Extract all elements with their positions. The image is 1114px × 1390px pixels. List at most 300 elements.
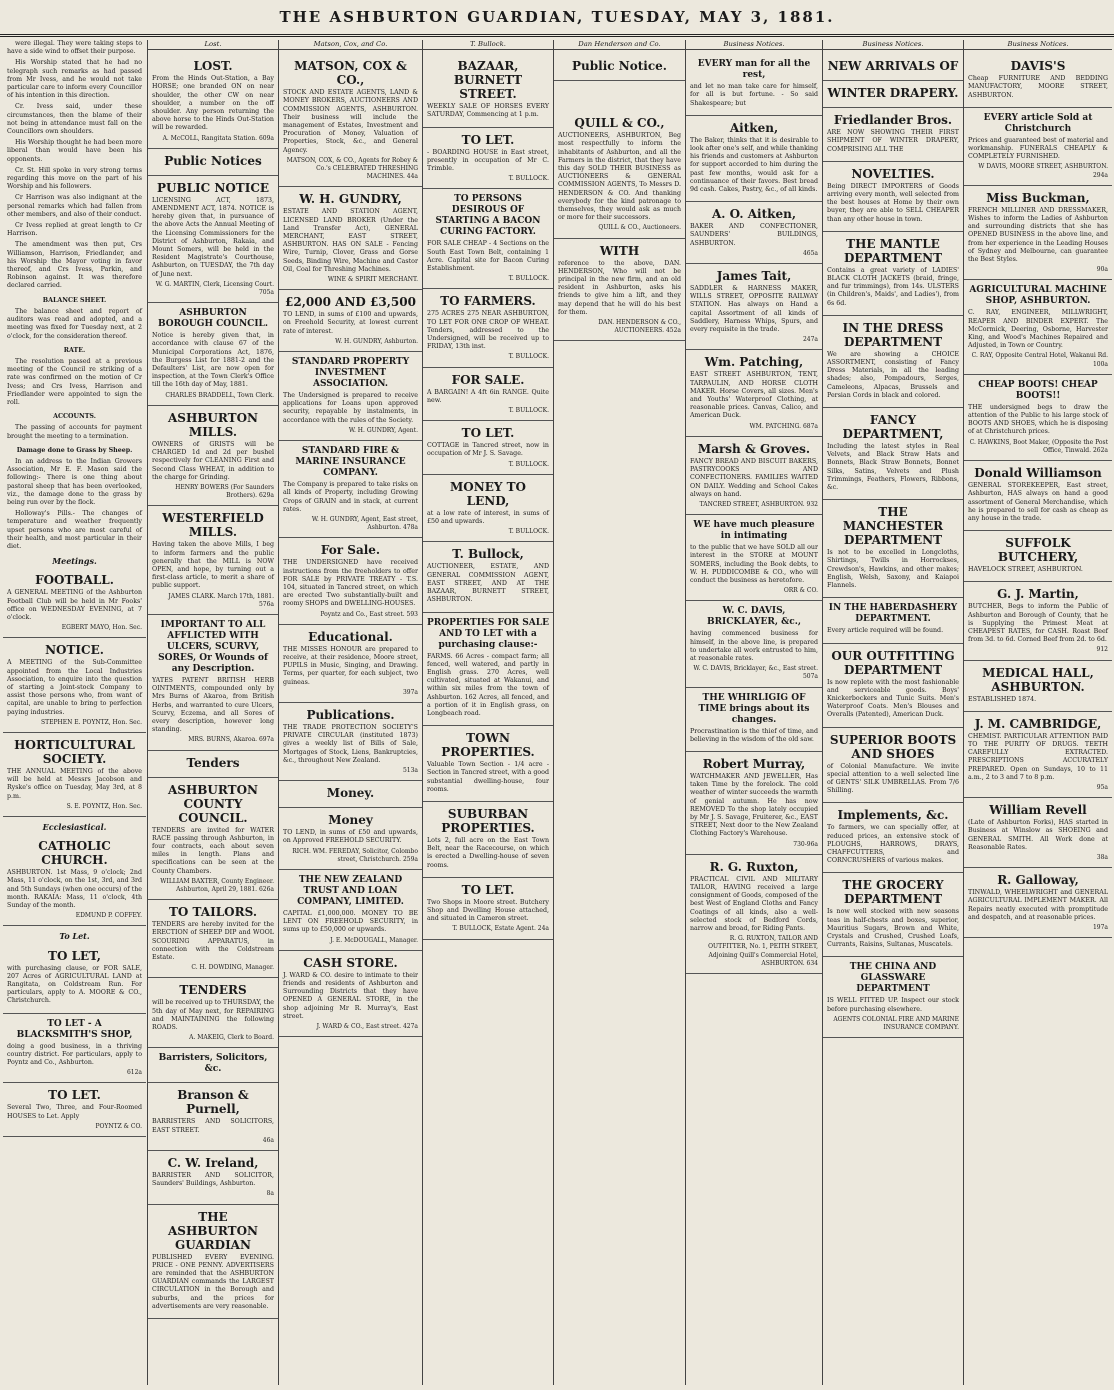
ad-signature: R. G. RUXTON, TAILOR AND OUTFITTER, No. 1, PEITH STREET, Adjoining Quill's Commercial Hotel, ASHBURTON. 634 <box>708 935 818 967</box>
ad-heading: IN THE HABERDASHERY DEPARTMENT. <box>828 603 958 625</box>
column-5 <box>553 40 685 1385</box>
ad-heading: CASH STORE. <box>303 955 398 970</box>
ad-body: Notice is hereby given that, in accordance with clause 67 of the Municipal Corporations Act, 1876, the Burgess List for 1881-2 and the Defaulters' List, are now open for inspection, at the Town Clerk's Office till the 16th day of May, 1881. <box>152 332 274 389</box>
ad-signature: W. G. MARTIN, Clerk, Licensing Court. 705a <box>155 280 274 297</box>
advertisement <box>686 601 822 687</box>
ad-body: Procrastination is the thief of time, and believing in the wisdom of the old saw. <box>690 727 818 743</box>
ad-heading: J. M. CAMBRIDGE, <box>974 716 1102 731</box>
ad-signature: AGENTS COLONIAL FIRE AND MARINE INSURANCE COMPANY. <box>833 1015 959 1031</box>
ad-signature: 90a <box>1096 266 1108 274</box>
ad-heading: Educational. <box>308 629 393 644</box>
ad-heading: W. H. GUNDRY, <box>299 192 402 207</box>
advertisement <box>964 868 1112 938</box>
ad-body: Cheap FURNITURE AND BEDDING MANUFACTORY, MOORE STREET, ASHBURTON. <box>968 75 1108 99</box>
column-3-content <box>279 40 422 1037</box>
advertisement <box>823 873 963 957</box>
advertisement <box>686 515 822 601</box>
ad-body: C. RAY, ENGINEER, MILLWRIGHT, REAPER AND BINDER EXPERT. The McCormick, Deering, Osborne, Harvester King, and Wood's Machines Repaired and Adjusted, in Town or Country. <box>968 309 1108 350</box>
ad-signature: T. BULLOCK. <box>508 407 549 415</box>
ad-heading: Donald Williamson <box>974 466 1102 481</box>
article-paragraph: Cr. Ivess said, under these circumstances, then the blame of their not being in attendance must fall on the Councillors own shoulders. <box>7 103 142 136</box>
ad-heading: TO TAILORS. <box>168 905 258 920</box>
ad-heading: FOOTBALL. <box>35 573 114 588</box>
spacer-block <box>554 81 685 111</box>
ad-heading: Branson & Purnell, <box>177 1088 249 1117</box>
advertisement <box>964 531 1112 582</box>
advertisement <box>148 149 278 176</box>
ad-body: with purchasing clause, or FOR SALE, 207 Acres of AGRICULTURAL LAND at Rangitata, on Coldstream Run. For particulars, apply to A. MOORE & CO., Christchurch. <box>7 964 142 1005</box>
ad-body: WATCHMAKER AND JEWELLER, Has taken Time by the forelock. The cold weather of winter succeeds the warmth of genial autumn. He has now REMOVED To the shop lately occupied by Mr J. S. Savage, Fruiterer, &c., EAST STREET, Next door to the New Zealand Clothing Factory's Warehouse. <box>690 772 818 838</box>
ad-body: The Undersigned is prepared to receive applications for Loans upon approved security, repayable by instalments, in accordance with the rules of the Society. <box>283 392 418 424</box>
column-2 <box>147 40 278 1385</box>
ad-heading: SUBURBAN PROPERTIES. <box>441 806 535 835</box>
ad-heading: BAZAAR, BURNETT STREET. <box>453 59 523 102</box>
advertisement <box>964 712 1112 798</box>
column-7-content <box>823 40 963 1038</box>
ad-signature: JAMES CLARK. March 17th, 1881. 576a <box>168 592 274 608</box>
ad-body: Is not to be excelled in Longcloths, Shirtings, Twills in Horrockses, Crewdson's, Hawkins, and other makes; English, Welsh, Saxony, and Kaiapoi Flannels. <box>827 549 959 590</box>
advertisement <box>686 116 822 202</box>
ad-heading: Aitken, <box>729 120 779 135</box>
advertisement <box>148 406 278 506</box>
advertisement <box>686 202 822 264</box>
ad-heading: THE GROCERY DEPARTMENT <box>842 878 944 907</box>
ad-signature: MRS. BURNS, Akaroa. 697a <box>188 736 274 744</box>
ad-heading: SUFFOLK BUTCHERY, <box>997 536 1079 565</box>
ad-heading: ASHBURTON COUNTY COUNCIL. <box>167 782 259 825</box>
ad-signature: 46a <box>262 1136 274 1144</box>
article-paragraph: His Worship thought he had been more liberal than would have been his opponents. <box>7 139 142 163</box>
article-paragraph: His Worship stated that he had no telegraph such remarks as had passed from Mr Ivess, and he would not take particular care to inform every Councillor of his intention in this direction. <box>7 59 142 100</box>
advertisement <box>3 638 146 733</box>
ad-body: SADDLER & HARNESS MAKER, WILLS STREET, OPPOSITE RAILWAY STATION. Has always on Hand a capital Assortment of all kinds of Saddlery, Harness Whips, Spurs, and every requisite in the trade. <box>690 285 818 334</box>
column-3 <box>278 40 422 1385</box>
ad-heading: THE MANCHESTER DEPARTMENT <box>842 505 944 548</box>
ad-body: FANCY BREAD AND BISCUIT BAKERS, PASTRYCOOKS AND CONFECTIONERS. FAMILIES WAITED ON DAILY. Wedding and School Cakes always on hand. <box>690 457 818 498</box>
ad-heading: QUILL & CO., <box>574 116 665 131</box>
advertisement <box>148 978 278 1048</box>
advertisement <box>686 350 822 436</box>
ad-signature: Poyntz and Co., East street. 593 <box>320 610 418 618</box>
advertisement <box>279 352 422 441</box>
advertisement <box>423 613 553 727</box>
ad-body: LICENSING ACT, 1873, AMENDMENT ACT, 1874. NOTICE is hereby given that, in pursuance of the above Acts the Annual Meeting of the Licensing Commissioners for the District of Ashburton, Rakaia, and Mount Somers, will be held in the Resident Magistrate's Courthouse, Ashburton, on TUESDAY, the 7th day of June next. <box>152 196 274 278</box>
advertisement <box>686 752 822 855</box>
article-paragraph: The resolution passed at a previous meeting of the Council re striking of a rate was confirmed on the motion of Cr Ivess; and Crs Ivess, Harrison and Friedlander were appointed to sign the roll. <box>7 357 142 406</box>
advertisement <box>823 108 963 162</box>
ad-heading: NOTICE. <box>45 643 104 658</box>
column-8-content <box>964 40 1112 938</box>
advertisement <box>823 316 963 408</box>
article-paragraph: The passing of accounts for payment brought the meeting to a termination. <box>7 424 142 440</box>
ad-signature: T. BULLOCK. <box>508 175 549 183</box>
ad-heading: THE MANTLE DEPARTMENT <box>843 236 943 265</box>
advertisement <box>964 375 1112 461</box>
article-paragraph: were illegal. They were taking steps to have a side wind to offset their purpose. <box>7 40 142 56</box>
column-6-content <box>686 40 822 974</box>
ad-body: FRENCH MILLINER AND DRESSMAKER, Wishes to inform the Ladies of Ashburton and surrounding districts that she has OPENED BUSINESS in the above line, and from her experience in the Leading Houses of Sydney and Melbourne, can guarantee the Best Styles. <box>968 206 1108 264</box>
ad-heading: CHEAP BOOTS! CHEAP BOOTS!! <box>978 379 1098 401</box>
ad-signature: T. BULLOCK. <box>508 353 549 361</box>
article-paragraph: In an address to the Indian Growers Association, Mr E. F. Mason said the following:- There is one thing about pastoral sheep that has been overlooked, viz., the damage done to the grass by being run over by the flock. <box>7 457 142 506</box>
ad-heading: T. Bullock, <box>452 547 524 562</box>
ad-body: reference to the above, DAN. HENDERSON, Who will not be principal in the new firm, and an old resident in Ashburton, asks his friends to give him a lift, and they may depend that he will do his best for them. <box>558 259 681 316</box>
advertisement <box>148 778 278 901</box>
ad-heading: TO LET. <box>461 132 515 147</box>
column-2-content <box>148 40 278 1319</box>
advertisement <box>148 900 278 978</box>
ad-heading: WE have much pleasure in intimating <box>693 520 815 542</box>
ad-heading: A. O. Aitken, <box>711 207 797 222</box>
ad-heading: NEW ARRIVALS OF <box>827 59 959 74</box>
ad-heading: W. C. DAVIS, BRICKLAYER, &c., <box>706 606 802 628</box>
advertisement <box>686 54 822 116</box>
ad-signature: S. E. POYNTZ, Hon. Sec. <box>66 802 142 810</box>
ad-body: Having taken the above Mills, I beg to inform farmers and the public generally that the MILL is NOW OPEN, and hope, by turning out a first-class article, to merit a share of public support. <box>152 541 274 590</box>
ad-signature: WILLIAM BAXTER, County Engineer. Ashburton, April 29, 1881. 626a <box>160 877 274 893</box>
ad-body: Several Two, Three, and Four-Roomed HOUSES to Let. Apply <box>7 1104 142 1120</box>
advertisement <box>423 368 553 422</box>
ad-heading: SUPERIOR BOOTS AND SHOES <box>829 732 957 761</box>
advertisement <box>3 834 146 926</box>
ad-heading: For Sale. <box>320 543 381 558</box>
ad-body: FARMS. 66 Acres - compact farm; all fenced, well watered, and partly in English grass. 270 Acres, well cultivated, situated at Wakanui, and within six miles from the town of Ashburton. 162 Acres, all fenced, and a portion of it in English grass, on Longbeach road. <box>427 652 549 717</box>
advertisement <box>964 461 1112 531</box>
ad-body: Is now replete with the most fashionable and serviceable goods. Boys' Knickerbockers and Tunic Suits. Men's Waterproof Coats. Men's Blouses and Overalls (Patented), American Duck. <box>827 678 959 719</box>
ad-signature: QUILL & CO., Auctioneers. <box>598 224 681 232</box>
column-4 <box>422 40 553 1385</box>
ad-heading: AGRICULTURAL MACHINE SHOP, ASHBURTON. <box>969 285 1107 307</box>
ad-body: WEEKLY SALE OF HORSES EVERY SATURDAY, Commencing at 1 p.m. <box>427 103 549 119</box>
ad-heading: EVERY article Sold at Christchurch <box>983 112 1093 134</box>
ad-heading: LOST. <box>193 59 233 74</box>
ad-heading: NOVELTIES. <box>851 166 935 181</box>
ad-body: PRACTICAL CIVIL AND MILITARY TAILOR, HAVING received a large consignment of Goods, composed of the best West of England Cloths and Fancy Coatings of all kinds, also a well-selected stock of Bedford Cords, narrow and broad, for Riding Pants. <box>690 875 818 932</box>
ad-body: at a low rate of interest, in sums of £50 and upwards. <box>427 509 549 526</box>
advertisement <box>823 232 963 316</box>
ad-signature: J. E. McDOUGALL, Manager. <box>330 936 418 944</box>
ad-heading: £2,000 AND £3,500 <box>285 295 416 310</box>
ad-body: BAKER AND CONFECTIONER, SAUNDERS' BUILDINGS, ASHBURTON. <box>690 223 818 247</box>
advertisement <box>423 542 553 612</box>
ad-heading: TO LET. <box>461 882 515 897</box>
ad-heading: THE WHIRLIGIG OF TIME brings about its changes. <box>698 692 810 725</box>
advertisement <box>964 280 1112 374</box>
ad-heading: TO LET - A BLACKSMITH'S SHOP, <box>16 1018 133 1040</box>
ad-body: The Baker, thinks that it is desirable to look after one's self, and while thanking his friends and customers at Ashburton for support accorded to him during the past few months, would ask for a continuance of their favors. Best bread 9d cash. Cakes, Pastry, &c., of all kinds. <box>690 136 818 194</box>
advertisement <box>554 111 685 238</box>
ad-signature: T. BULLOCK. <box>508 528 549 536</box>
ad-body: Prices and guaranteed best of material and workmanship. FUNERALS CHEAPLY & COMPLETELY FURNISHED. <box>968 136 1108 161</box>
ad-signature: W. C. DAVIS, Bricklayer, &c., East street. 507a <box>693 665 818 681</box>
ad-body: To farmers, we can specially offer, at reduced prices, an extensive stock of PLOUGHS, HARROWS, DRAYS, CHAFFCUTTERS, and CORNCRUSHERS of various makes. <box>827 824 959 865</box>
ad-heading: PROPERTIES FOR SALE AND TO LET with a purchasing clause:- <box>427 617 549 650</box>
ad-body: and let no man take care for himself, for all is but fortune. - So said Shakespeare; but <box>690 83 818 107</box>
ad-heading: G. J. Martin, <box>997 587 1079 602</box>
advertisement <box>964 108 1112 186</box>
advertisement <box>823 728 963 804</box>
advertisement <box>823 644 963 728</box>
advertisement <box>148 54 278 149</box>
ad-heading: FANCY DEPARTMENT, <box>842 413 944 442</box>
ad-body: EAST STREET ASHBURTON, TENT, TARPAULIN, AND HORSE CLOTH MAKER. Horse Covers, all sizes. Men's and Youths' Waterproof Clothing, at reasonable prices. Canvas, Calico, and American Duck. <box>690 371 818 420</box>
advertisement <box>423 878 553 940</box>
ad-signature: J. WARD & CO., East street. 427a <box>316 1023 418 1031</box>
ad-body: IS WELL FITTED UP. Inspect our stock before purchasing elsewhere. <box>827 997 959 1013</box>
ad-signature: EDMUND P. COFFEY. <box>75 912 142 920</box>
advertisement <box>686 855 822 974</box>
ad-signature: 38a <box>1096 853 1108 861</box>
article-paragraph: Cr. St. Hill spoke in very strong terms regarding this move on the part of his Worship and his followers. <box>7 166 142 191</box>
ad-heading: PUBLIC NOTICE <box>156 180 270 195</box>
ad-heading: William Revell <box>989 803 1087 818</box>
ad-signature: 513a <box>402 766 418 774</box>
ad-heading: TOWN PROPERTIES. <box>441 731 535 760</box>
ad-heading: FOR SALE. <box>451 372 525 387</box>
column-header: Business Notices. <box>964 40 1112 50</box>
article-paragraph: Holloway's Pills.- The changes of temperature and weather frequently upset persons who are most careful of their health, and most particular in their diet. <box>7 510 142 550</box>
article-paragraph: The balance sheet and report of auditors was read and adopted, and a meeting was fixed for Tuesday next, at 2 o'clock, for the consideration thereof. <box>7 307 142 340</box>
ad-heading: TO LET, <box>48 948 101 963</box>
column-header: Dan Henderson and Co. <box>554 40 685 50</box>
ad-body: From the Hinds Out-Station, a Bay HORSE; one branded ON on near shoulder, the other CW on near shoulder, a number on the off shoulder. Any person returning the above horse to the Hinds Out-Station will be rewarded. <box>152 75 274 132</box>
ad-signature: W DAVIS, MOORE STREET, ASHBURTON. 294a <box>978 163 1108 179</box>
column-header: Business Notices. <box>686 40 822 50</box>
advertisement <box>3 568 146 638</box>
ad-heading: Miss Buckman, <box>986 190 1090 205</box>
advertisement <box>423 475 553 543</box>
advertisement <box>823 598 963 643</box>
advertisement <box>279 870 422 951</box>
advertisement <box>686 264 822 350</box>
ad-heading: Tenders <box>186 755 240 770</box>
ad-heading: ASHBURTON MILLS. <box>167 410 259 439</box>
ad-body: FOR SALE CHEAP - 4 Sections on the South East Town Belt, containing 1 Acre. Capital site for Bacon Curing Establishment. <box>427 240 549 273</box>
advertisement <box>823 957 963 1038</box>
ad-heading: James Tait, <box>716 269 792 284</box>
ad-body: GENERAL STOREKEEPER, East street, Ashburton, HAS always on hand a good assortment of General Merchandise, which he is prepared to sell for cash as cheap as any house in the trade. <box>968 482 1108 522</box>
section-heading: To Let. <box>59 931 90 942</box>
ad-heading: MONEY TO LEND, <box>450 479 526 508</box>
ad-body: THE ANNUAL MEETING of the above will be held at Messrs Jacobson and Ryske's office on Tuesday, May 3rd, at 8 p.m. <box>7 768 142 800</box>
article-subheading: RATE. <box>63 346 86 354</box>
ad-body: Every article required will be found. <box>827 627 944 635</box>
ad-body: THE MISSES HONOUR are prepared to receive, at their residence, Moore street, PUPILS in Music, Singing, and Drawing. Terms, per quarter, for each subject, two guineas. <box>283 645 418 686</box>
ad-signature: C. H. DOWDING, Manager. <box>191 964 274 972</box>
ad-heading: STANDARD FIRE & MARINE INSURANCE COMPANY. <box>295 446 406 479</box>
ad-body: Is now well stocked with new seasons teas in half-chests and boxes, superior, Mauritius Sugars, Brown and White, Crystals and Crushed, Crushed Loafs, Currants, Raisins, Sultanas, Muscatels. <box>827 908 959 949</box>
advertisement <box>279 538 422 624</box>
column-1-content <box>3 40 146 1137</box>
ad-body: Including the latest styles in Real Velvets, and Black Straw Hats and Bonnets, Black Straw Bonnets, Bonnet Silks, Satins, Velvets and Plush Trimmings, Feathers, Flowers, Ribbons, &c. <box>827 443 959 492</box>
ad-heading: Wm. Patching, <box>704 355 804 370</box>
advertisement <box>3 733 146 817</box>
ad-body: TENDERS are invited for WATER RACE passing through Ashburton, in four contracts, each about seven miles in length. Plans and specifications can be seen at the County Chambers. <box>152 826 274 875</box>
advertisement <box>423 421 553 475</box>
advertisement <box>148 1048 278 1083</box>
advertisement <box>686 688 822 752</box>
ad-signature: EGBERT MAYO, Hon. Sec. <box>61 624 142 632</box>
ad-body: 275 ACRES 275 NEAR ASHBURTON, TO LET FOR ONE CROP OF WHEAT. Tenders, addressed to the Undersigned, will be received up to FRIDAY, 13th inst. <box>427 310 549 351</box>
ad-signature: DAN. HENDERSON & CO., AUCTIONEERS. 452a <box>598 319 681 335</box>
ad-signature: 197a <box>1092 923 1108 931</box>
advertisement <box>279 808 422 870</box>
article-subheading: Damage done to Grass by Sheep. <box>16 446 133 454</box>
column-5-content <box>554 40 685 341</box>
ad-body: A BARGAIN! A 4ft 6in RANGE. Quite new. <box>427 388 549 404</box>
ad-heading: Marsh & Groves. <box>697 441 811 456</box>
advertisement <box>148 303 278 406</box>
ad-heading: Friedlander Bros. <box>833 113 953 128</box>
ad-heading: TO FARMERS. <box>440 294 536 309</box>
ad-heading: TO LET. <box>48 1088 101 1103</box>
article-subheading: BALANCE SHEET. <box>42 296 107 304</box>
advertisement <box>3 1083 146 1137</box>
ad-heading: MEDICAL HALL, ASHBURTON. <box>982 665 1094 694</box>
ad-heading: Implements, &c. <box>837 808 949 823</box>
ad-signature: TANCRED STREET, ASHBURTON. 932 <box>699 500 818 508</box>
ad-heading: THE CHINA AND GLASSWARE DEPARTMENT <box>849 962 937 995</box>
advertisement <box>423 128 553 190</box>
ad-heading: Public Notice. <box>572 59 667 74</box>
ad-heading: HORTICULTURAL SOCIETY. <box>14 738 135 767</box>
ad-signature: 397a <box>402 688 418 696</box>
ad-signature: A. MAKEIG, Clerk to Board. <box>189 1034 274 1042</box>
ad-heading: WITH <box>599 243 640 258</box>
advertisement <box>148 1083 278 1151</box>
ad-signature: W. H. GUNDRY, Agent. <box>348 426 418 434</box>
ad-body: The Company is prepared to take risks on all kinds of Property, including Growing Crops of GRAIN and in stack, at current rates. <box>283 481 418 513</box>
section-heading: Meetings. <box>52 556 97 567</box>
ad-body: - BOARDING HOUSE in East street, presently in occupation of Mr C. Trimble. <box>427 148 549 173</box>
ad-heading: WINTER DRAPERY. <box>827 86 959 101</box>
ad-signature: 912 <box>1096 646 1108 654</box>
ad-signature: C. HAWKINS, Boot Maker, (Opposite the Post Office, Tinwald. 262a <box>969 438 1108 454</box>
column-header: Matson, Cox, and Co. <box>279 40 422 50</box>
ad-body: We are showing a CHOICE ASSORTMENT, consisting of Fancy Dress Materials, in all the leading shades; also, Pompadours, Serges, Cameleons, Alpacas, Brussels and Persian Cords in black and colored. <box>827 350 959 399</box>
ad-signature: C. RAY, Opposite Central Hotel, Wakanui Rd. 100a <box>971 352 1108 368</box>
ad-body: Being DIRECT IMPORTERS of Goods arriving every month, well selected from the best houses at Home by their own buyer, they are able to SELL CHEAPER than any other house in town. <box>827 182 959 223</box>
advertisement <box>279 781 422 808</box>
advertisement <box>823 54 963 81</box>
ad-body: ASHBURTON. 1st Mass, 9 o'clock; 2nd Mass, 11 o'clock, on the 1st, 3rd, and 3rd and 5th Sundays (when one occurs) of the month. RAKAIA: Mass, 11 o'clock, 4th Sunday of the month. <box>7 869 142 910</box>
advertisement <box>279 625 422 703</box>
ad-signature: 8a <box>266 1190 274 1198</box>
ad-body: A MEETING of the Sub-Committee appointed from the Local Industries Association, to enquire into the question of starting a Joint-stock Company to assist those persons who, from want of capital, are unable to bring to perfection paying industries. <box>7 659 142 716</box>
ad-signature: ORR & CO. <box>783 587 818 595</box>
ad-body: of Colonial Manufacture. We invite special attention to a well selected line of GENTS' SILK UMBRELLAS. From 7/6 Shilling. <box>827 762 959 795</box>
ad-body: STOCK AND ESTATE AGENTS, LAND & MONEY BROKERS, AUCTIONEERS AND COMMISSION AGENTS, ASHBURTON. Their business will include the management of Estates, Investment and Procuration of Money, Valuation of Properties, Stock, &c., and General Agency. <box>283 89 418 154</box>
ad-body: TENDERS are hereby invited for the ERECTION of SHEEP DIP and WOOL SCOURING APPARATUS, in connection with the Coldstream Estate. <box>152 921 274 961</box>
ad-heading: IMPORTANT TO ALL AFFLICTED WITH ULCERS, SCURVY, SORES, Or Wounds of any Description. <box>158 619 268 674</box>
ad-body: THE UNDERSIGNED have received instructions from the freeholders to offer FOR SALE by PRIVATE TREATY - T.S. 104, situated in Tancred street, on which are erected Two substantially-built and roomy SHOPS and DWELLING-HOUSES. <box>283 559 418 608</box>
column-8 <box>963 40 1112 1385</box>
advertisement <box>423 726 553 802</box>
advertisement <box>964 54 1112 108</box>
ad-signature: WM. PATCHING. 687a <box>749 422 818 430</box>
advertisement <box>964 186 1112 281</box>
ad-body: PUBLISHED EVERY EVENING. PRICE - ONE PENNY. ADVERTISERS are reminded that the ASHBURTON GUARDIAN commands the LARGEST CIRCULATION in the Borough and suburbs, and the prices for advertisements are very reasonable. <box>152 1253 274 1310</box>
ad-signature: 247a <box>802 336 818 344</box>
ad-signature: POYNTZ & CO. <box>95 1122 142 1130</box>
ad-heading: Publications. <box>306 707 395 722</box>
ad-body: Valuable Town Section - 1/4 acre - Section in Tancred street, with a good substantial dwelling-house, four rooms. <box>427 761 549 793</box>
ad-body: Two Shops in Moore street. Butchery Shop and Dwelling House attached, and situated in Cameron street. <box>427 898 549 923</box>
advertisement <box>964 798 1112 868</box>
ad-heading: Barristers, Solicitors, &c. <box>158 1053 268 1075</box>
advertisement <box>279 290 422 352</box>
ad-body: CHEMIST. PARTICULAR ATTENTION PAID TO THE PURITY OF DRUGS. TEETH CAREFULLY EXTRACTED. PRESCRIPTIONS ACCURATELY PREPARED. Open on Sundays, 10 to 11 a.m., 2 to 3 and 7 to 8 p.m. <box>968 732 1108 781</box>
advertisement <box>279 703 422 781</box>
ad-body: ARE NOW SHOWING THEIR FIRST SHIPMENT OF WINTER DRAPERY, COMPRISING ALL THE <box>827 129 959 153</box>
ad-body: J. WARD & CO. desire to intimate to their friends and residents of Ashburton and Surrounding Districts that they have OPENED A GENERAL STORE, in the shop adjoining Mr R. Murray's, East street. <box>283 971 418 1020</box>
advertisement <box>423 802 553 878</box>
ad-heading: ASHBURTON BOROUGH COUNCIL. <box>157 308 269 330</box>
advertisement <box>823 408 963 500</box>
column-header: Lost. <box>148 40 278 50</box>
ad-body: THE TRADE PROTECTION SOCIETY'S PRIVATE CIRCULAR (instituted 1873) gives a weekly list of Bills of Sale, Mortgages of Stock, Liens, Bankruptcies, &c., throughout New Zealand. <box>283 723 418 764</box>
article-subheading: ACCOUNTS. <box>53 413 96 421</box>
ad-body: CAPITAL £1,000,000. MONEY TO BE LENT ON FREEHOLD SECURITY, in sums up to £50,000 or upwards. <box>283 909 418 934</box>
ad-heading: R. G. Ruxton, <box>709 859 799 874</box>
column-4-content <box>423 40 553 940</box>
ad-body: A GENERAL MEETING of the Ashburton Football Club will be held in Mr Fooks' office on WEDNESDAY EVENING, at 7 o'clock. <box>7 589 142 621</box>
advertisement <box>279 951 422 1037</box>
ad-body: TO LEND, in sums of £50 and upwards, on Approved FREEHOLD SECURITY. <box>283 829 418 845</box>
advertisement <box>148 176 278 303</box>
ad-heading: OUR OUTFITTING DEPARTMENT <box>831 648 955 677</box>
advertisement <box>964 661 1112 712</box>
ad-body: HAVELOCK STREET, ASHBURTON. <box>968 566 1083 574</box>
section-heading: Ecclesiastical. <box>42 822 107 833</box>
column-header: Business Notices. <box>823 40 963 50</box>
advertisement <box>823 162 963 232</box>
ad-signature: 95a <box>1096 783 1108 791</box>
ad-heading: EVERY man for all the rest, <box>697 59 811 81</box>
column-header: T. Bullock. <box>423 40 553 50</box>
advertisement <box>279 187 422 290</box>
ad-heading: Robert Murray, <box>702 756 806 771</box>
advertisement <box>823 81 963 108</box>
ad-signature: T. BULLOCK, Estate Agent. 24a <box>452 925 549 933</box>
ad-heading: TO PERSONS DESIROUS OF STARTING A BACON CURING FACTORY. <box>435 194 541 238</box>
ad-heading: IN THE DRESS DEPARTMENT <box>842 320 944 349</box>
ad-body: THE undersigned begs to draw the attention of the Public to his large stock of BOOTS AND SHOES, which he is disposing of at Christchurch prices. <box>968 403 1108 436</box>
ad-body: AUCTIONEER, ESTATE, AND GENERAL COMMISSION AGENT, EAST STREET, AND AT THE BAZAAR, BURNETT STREET, ASHBURTON. <box>427 563 549 604</box>
column-1 <box>3 40 146 1385</box>
ad-heading: C. W. Ireland, <box>167 1156 259 1171</box>
advertisement <box>964 582 1112 660</box>
ad-body: BUTCHER, Begs to inform the Public of Ashburton and Borough of County, that he is Supplying the Primest Meat at CHEAPEST RATES, for CASH. Roast Beef from 3d. to 6d. Corned Beef from 2d. to 6d. <box>968 603 1108 644</box>
article-paragraph: The amendment was then put, Crs Williamson, Harrison, Friedlander, and his Worship the Mayor voting in favor thereof, and Crs Ivess, Parkin, and Robinson against. It was therefore declared carried. <box>7 241 142 290</box>
ad-body: doing a good business, in a thriving country district. For particulars, apply to Poyntz and Co., Ashburton. <box>7 1042 142 1067</box>
ad-body: BARRISTER AND SOLICITOR, Saunders' Buildings, Ashburton. <box>152 1172 274 1188</box>
ad-signature: 730-96a <box>793 840 818 848</box>
ad-body: YATES PATENT BRITISH HERB OINTMENTS, compounded only by Mrs Burns of Akaroa, from British Herbs, and warranted to cure Ulcers, Scurvy, Eczema, and all Sores of every description, however long standing. <box>152 676 274 734</box>
ad-body: ESTABLISHED 1874. <box>968 695 1037 703</box>
advertisement <box>148 615 278 751</box>
advertisement <box>423 54 553 127</box>
ad-signature: T. BULLOCK. <box>508 275 549 283</box>
ad-signature: T. BULLOCK. <box>508 460 549 468</box>
ad-heading: Money. <box>326 786 375 801</box>
ad-signature: 612a <box>126 1069 142 1077</box>
ad-signature: HENRY BOWERS (For Saunders Brothers). 629a <box>175 483 274 500</box>
ad-body: having commenced business for himself, in the above line, is prepared to undertake all work entrusted to him, at reasonable rates. <box>690 630 818 662</box>
ad-heading: CATHOLIC CHURCH. <box>38 839 111 868</box>
advertisement <box>148 1205 278 1319</box>
advertisement <box>3 944 146 1014</box>
